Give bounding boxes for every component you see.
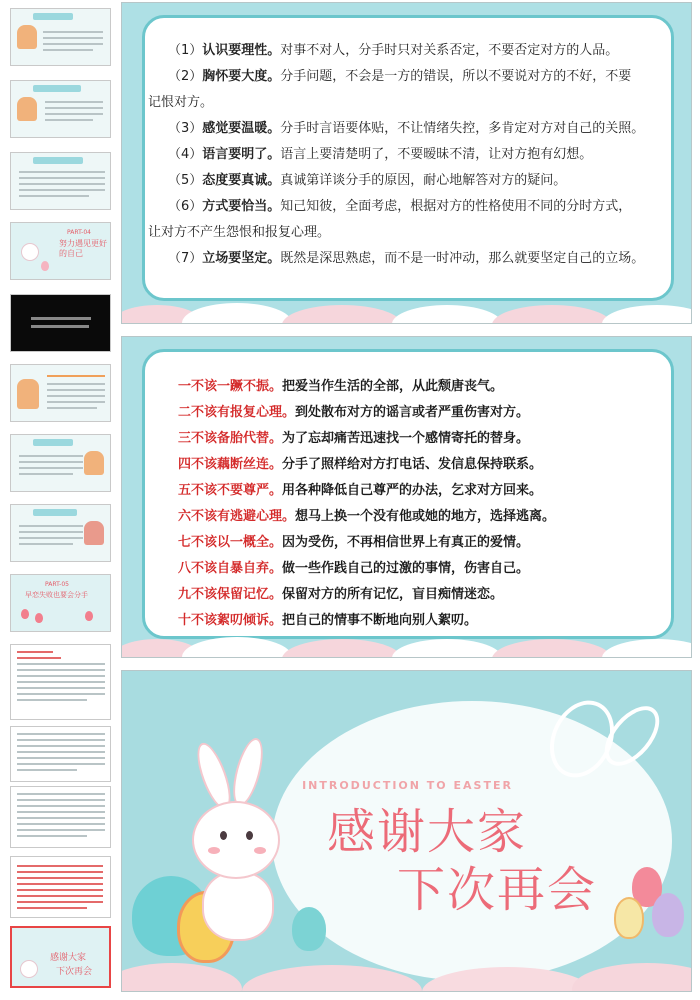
principle-text: 知己知彼，全面考虑，根据对方的性格使用不同的分时方式， xyxy=(280,199,632,214)
principle-heading: 语言要明了。 xyxy=(202,147,281,162)
principle-line xyxy=(148,93,213,112)
thumb-text-line xyxy=(17,699,87,701)
dont-line xyxy=(178,585,503,605)
thumb-text-line xyxy=(45,119,93,121)
principle-text: 记恨对方。 xyxy=(148,95,214,110)
thumb-text-line xyxy=(19,455,83,457)
thumb-title-bar xyxy=(33,439,73,446)
thumb-text-line xyxy=(45,113,103,115)
principle-line xyxy=(168,197,631,216)
thumb-text-line xyxy=(17,877,103,879)
dont-heading: 十不该絮叨倾诉。 xyxy=(178,613,283,628)
principle-number: （4） xyxy=(168,147,203,162)
dont-line xyxy=(178,377,503,397)
bunny-head xyxy=(192,801,280,879)
dont-text: 保留对方的所有记忆，盲目痴情迷恋。 xyxy=(282,587,504,602)
thumb-text-line xyxy=(17,745,105,747)
thumb-part-label: PART-04 xyxy=(67,229,91,236)
thumb-text-line xyxy=(17,751,105,753)
thumb-bunny-image xyxy=(20,960,38,978)
principle-line xyxy=(168,145,592,164)
thumb-section-title: 努力遇见更好的自己 xyxy=(59,239,107,258)
thumb-text-line xyxy=(17,799,105,801)
thumb-egg-image xyxy=(41,261,49,271)
see-you-title: 下次再会 xyxy=(397,862,598,918)
thumb-text-line xyxy=(17,769,77,771)
principle-text: 让对方不产生怨恨和报复心理。 xyxy=(148,225,331,240)
thumb-part-label: PART-05 xyxy=(45,581,69,588)
thumb-text-line xyxy=(47,395,105,397)
thumb-figure xyxy=(84,521,104,545)
thumb-title-bar xyxy=(33,509,77,516)
thumb-text-line xyxy=(17,793,105,795)
thumbnail-slide-4[interactable] xyxy=(10,222,111,280)
slide-ten-donts[interactable] xyxy=(121,336,692,658)
thumbnail-slide-10[interactable] xyxy=(10,644,111,720)
thumbnail-slide-6[interactable] xyxy=(10,364,111,422)
thumb-text-line xyxy=(17,901,103,903)
dont-heading: 三不该备胎代替。 xyxy=(178,431,283,446)
thumb-video-caption xyxy=(31,325,89,328)
thumb-title-line2: 下次再会 xyxy=(56,967,93,977)
thumb-figure xyxy=(17,379,39,409)
bunny-body xyxy=(202,871,274,941)
principle-heading: 立场要坚定。 xyxy=(202,251,281,266)
thumb-text-line xyxy=(19,171,105,173)
principle-number: （5） xyxy=(168,173,203,188)
thumb-text-line xyxy=(19,461,83,463)
principle-line xyxy=(168,249,644,268)
thank-you-title: 感谢大家 xyxy=(327,804,528,860)
thumb-text-line xyxy=(17,823,105,825)
thumb-text-line xyxy=(45,101,103,103)
dont-line xyxy=(178,611,477,631)
principle-line xyxy=(168,67,631,86)
thumb-text-line xyxy=(43,49,93,51)
thumb-text-line xyxy=(17,687,105,689)
bunny-eye xyxy=(246,831,253,840)
easter-egg-image xyxy=(652,893,684,937)
thumb-figure xyxy=(17,97,37,121)
thumb-heart-balloon xyxy=(35,613,43,623)
thumb-text-line xyxy=(17,895,103,897)
dont-heading: 六不该有逃避心理。 xyxy=(178,509,296,524)
bunny-cheek xyxy=(208,847,220,854)
dont-text: 分手了照样给对方打电话、发信息保持联系。 xyxy=(282,457,543,472)
thumb-text-line xyxy=(19,195,89,197)
principle-number: （7） xyxy=(168,251,203,266)
dont-line xyxy=(178,481,542,501)
thumb-text-line xyxy=(19,189,105,191)
dont-text: 到处散布对方的谣言或者严重伤害对方。 xyxy=(295,405,530,420)
principle-text: 分手问题，不会是一方的错误，所以不要说对方的不好，不要 xyxy=(280,69,632,84)
dont-line xyxy=(178,403,529,423)
thumb-text-line xyxy=(45,107,103,109)
thumb-heart-balloon xyxy=(21,609,29,619)
principle-line xyxy=(168,119,644,138)
thumbnail-slide-7[interactable] xyxy=(10,434,111,492)
thumb-text-line xyxy=(17,733,105,735)
slide-thank-you[interactable] xyxy=(121,670,692,992)
dont-text: 做一些作践自己的过激的事情，伤害自己。 xyxy=(282,561,530,576)
thumbnail-slide-5[interactable] xyxy=(10,294,111,352)
thumb-text-line xyxy=(17,883,103,885)
thumbnail-slide-12[interactable] xyxy=(10,786,111,848)
thumb-video-caption xyxy=(31,317,91,320)
principle-number: （3） xyxy=(168,121,203,136)
thumb-text-line xyxy=(47,383,105,385)
thumb-text-line xyxy=(19,473,73,475)
thumbnail-slide-2[interactable] xyxy=(10,80,111,138)
thumbnail-slide-11[interactable] xyxy=(10,726,111,782)
thumb-text-line xyxy=(47,389,105,391)
dont-heading: 九不该保留记忆。 xyxy=(178,587,283,602)
thumbnail-slide-13[interactable] xyxy=(10,856,111,918)
easter-subtitle: INTRODUCTION TO EASTER xyxy=(302,779,513,792)
principle-heading: 认识要理性。 xyxy=(202,43,281,58)
thumb-text-line xyxy=(47,407,97,409)
thumb-text-line xyxy=(47,375,105,377)
dont-text: 用各种降低自己尊严的办法，乞求对方回来。 xyxy=(282,483,543,498)
thumb-text-line xyxy=(17,865,103,867)
thumb-text-line xyxy=(19,543,73,545)
thumb-text-line xyxy=(17,739,105,741)
thumb-text-line xyxy=(17,889,103,891)
thumb-title-bar xyxy=(33,13,73,20)
thumb-text-line xyxy=(17,907,87,909)
easter-egg-image xyxy=(614,897,644,939)
principle-line xyxy=(168,171,566,190)
thumbnail-slide-8[interactable] xyxy=(10,504,111,562)
dont-heading: 四不该藕断丝连。 xyxy=(178,457,283,472)
principle-line xyxy=(148,223,330,242)
dont-text: 把自己的情事不断地向别人絮叨。 xyxy=(282,613,478,628)
cloud-decoration xyxy=(122,297,691,323)
principle-text: 语言上要清楚明了，不要暧昧不清，让对方抱有幻想。 xyxy=(280,147,593,162)
thumb-text-line xyxy=(17,829,105,831)
dont-heading: 七不该以一概全。 xyxy=(178,535,283,550)
easter-egg-image xyxy=(292,907,326,951)
thumb-text-line xyxy=(19,467,83,469)
thumb-text-line xyxy=(17,693,105,695)
thumb-title-line1: 感谢大家 xyxy=(50,953,87,963)
slide-breakup-principles[interactable] xyxy=(121,2,692,324)
dont-text: 为了忘却痛苦迅速找一个感情寄托的替身。 xyxy=(282,431,530,446)
thumb-text-line xyxy=(17,657,61,659)
principle-text: 分手时言语要体贴，不让情绪失控，多肯定对方对自己的关照。 xyxy=(280,121,645,136)
dont-text: 把爱当作生活的全部，从此颓唐丧气。 xyxy=(282,379,504,394)
thumb-text-line xyxy=(43,31,103,33)
dont-heading: 二不该有报复心理。 xyxy=(178,405,296,420)
principle-text: 对事不对人，分手时只对关系否定，不要否定对方的人品。 xyxy=(280,43,619,58)
thumbnail-slide-1[interactable] xyxy=(10,8,111,66)
thumb-text-line xyxy=(17,757,105,759)
slide-thumbnail-panel xyxy=(0,0,118,1000)
thumb-text-line xyxy=(17,669,105,671)
thumb-figure xyxy=(84,451,104,475)
principle-heading: 胸怀要大度。 xyxy=(202,69,281,84)
dont-heading: 八不该自暴自弃。 xyxy=(178,561,283,576)
principle-heading: 方式要恰当。 xyxy=(202,199,281,214)
thumb-text-line xyxy=(17,805,105,807)
thumb-text-line xyxy=(19,183,105,185)
thumb-text-line xyxy=(19,537,83,539)
thumb-section-title: 早恋失败也要会分手 xyxy=(25,591,88,599)
principle-number: （6） xyxy=(168,199,203,214)
bunny-eye xyxy=(220,831,227,840)
thumb-text-line xyxy=(43,37,103,39)
thumb-text-line xyxy=(19,531,83,533)
cloud-decoration xyxy=(122,951,691,991)
thumbnail-slide-9[interactable] xyxy=(10,574,111,632)
thumb-text-line xyxy=(17,871,103,873)
thumb-title-bar xyxy=(33,85,81,92)
thumb-text-line xyxy=(17,763,105,765)
dont-line xyxy=(178,559,529,579)
principle-heading: 态度要真诚。 xyxy=(202,173,281,188)
thumb-text-line xyxy=(17,817,105,819)
dont-line xyxy=(178,429,529,449)
principle-number: （1） xyxy=(168,43,203,58)
thumb-figure xyxy=(17,25,37,49)
thumb-text-line xyxy=(47,401,105,403)
principle-text: 既然是深思熟虑，而不是一时冲动，那么就要坚定自己的立场。 xyxy=(280,251,645,266)
thumb-text-line xyxy=(17,675,105,677)
dont-heading: 一不该一蹶不振。 xyxy=(178,379,283,394)
dont-line xyxy=(178,455,542,475)
dont-text: 因为受伤，不再相信世界上有真正的爱情。 xyxy=(282,535,530,550)
thumbnail-slide-14[interactable] xyxy=(10,926,111,988)
cloud-decoration xyxy=(122,631,691,657)
thumb-bunny-image xyxy=(21,243,39,261)
dont-heading: 五不该不要尊严。 xyxy=(178,483,283,498)
thumb-text-line xyxy=(43,43,103,45)
dont-text: 想马上换一个没有他或她的地方，选择逃离。 xyxy=(295,509,556,524)
thumb-text-line xyxy=(17,651,53,653)
principle-heading: 感觉要温暖。 xyxy=(202,121,281,136)
thumb-text-line xyxy=(17,835,87,837)
bunny-cheek xyxy=(254,847,266,854)
principle-text: 真诚第详谈分手的原因，耐心地解答对方的疑问。 xyxy=(280,173,567,188)
thumb-heart-balloon xyxy=(85,611,93,621)
thumb-title-bar xyxy=(33,157,83,164)
thumb-text-line xyxy=(17,681,105,683)
dont-line xyxy=(178,533,529,553)
principle-line xyxy=(168,41,618,60)
bunny-ear xyxy=(227,735,268,809)
thumb-text-line xyxy=(19,177,105,179)
thumb-text-line xyxy=(19,525,83,527)
thumbnail-slide-3[interactable] xyxy=(10,152,111,210)
thumb-text-line xyxy=(17,811,105,813)
dont-line xyxy=(178,507,555,527)
principle-number: （2） xyxy=(168,69,203,84)
thumb-text-line xyxy=(17,663,105,665)
